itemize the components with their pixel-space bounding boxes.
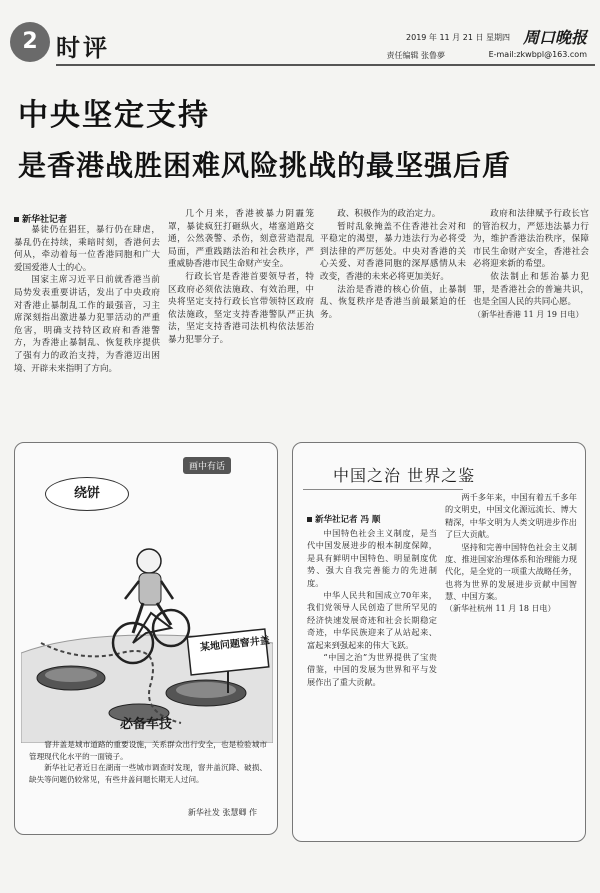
dateline-note: （新华社香港 11 月 19 日电） [473,309,584,319]
main-headline [18,96,588,186]
paragraph: 窨井盖是城市道路的重要设施，关系群众出行安全，也是检验城市管理现代化水平的一面镜子。 [29,740,267,761]
paragraph: 法治是香港的核心价值，止暴制乱、恢复秩序是香港当前最紧迫的任务。 [320,284,466,320]
cartoon-title: 必备车技 [119,717,172,732]
paragraph: 新华社记者近日在湖南一些城市调查时发现，窨井盖沉降、破损、缺失等问题仍较常见，有些井盖问题长期无人过问。 [29,763,267,784]
page-number-badge: 2 [10,22,50,62]
page-header [10,22,595,68]
warning-sign-text: 某地问题窨井盖 [199,635,271,654]
article-column-2 [168,208,314,404]
paragraph: 暂时乱象掩盖不住香港社会对和平稳定的渴望，暴力违法行为必将受到法律的严厉惩处。中央对香港的关心关爱、对香港同胞的深厚感情从未改变，香港的未来必将更加美好。 [320,221,466,282]
paragraph: 暴徒仍在猖狂，暴行仍在肆虐，暴乱仍在持续，乘暗时刻，香港何去何从，牵动着每一位香港同胞和广大爱国爱港人士的心。 [14,225,160,273]
paragraph: 中华人民共和国成立70年来，我们党领导人民创造了世所罕见的经济快速发展奇迹和社会长期稳定奇迹，中华民族迎来了从站起来、富起来到强起来的伟大飞跃。 [307,590,437,650]
cartoon-tag: 画中有话 [183,457,231,474]
side-article-title: 中国之治 世界之鉴 [333,466,476,485]
paragraph: 政、积极作为的政治定力。 [337,209,441,219]
paragraph: 坚持和完善中国特色社会主义制度、推进国家治理体系和治理能力现代化，是全党的一项重大战略任务，也将为世界的发展进步贡献中国智慧、中国方案。 [445,541,577,602]
paragraph: 依法制止和惩治暴力犯罪，是香港社会的普遍共识，也是全国人民的共同心愿。 [473,271,589,308]
header-rule [56,64,595,66]
paragraph: 中国特色社会主义制度，是当代中国发展进步的根本制度保障，是具有鲜明中国特色、明显制度优势、强大自我完善能力的先进制度。 [307,528,437,588]
side-article-column-2 [445,491,577,839]
speech-bubble: 绕饼 [45,477,129,511]
paper-logo: 周口晚报 [522,28,587,47]
cartoon-panel [14,442,278,835]
side-article-byline: 新华社记者 冯 顺 [307,513,380,525]
editor-email: E-mail:zkwbpl@163.com [488,50,587,59]
cartoon-caption [29,739,267,785]
cyclist-manhole-illustration [21,503,273,743]
paragraph: 政府和法律赋予行政长官的管治权力，严惩违法暴力行为，维护香港法治秩序，保障市民生命财产安全，香港社会必将迎来新的希望。 [473,209,589,270]
article-column-3 [320,208,466,404]
dateline-note: （新华社杭州 11 月 18 日电） [445,603,556,613]
title-rule [303,489,463,490]
paragraph: 两千多年来，中国有着五千多年的文明史，中国文化源远流长、博大精深，中华文明为人类文明进步作出了巨大贡献。 [445,492,577,540]
cartoon-credit: 新华社发 张慧卿 作 [187,808,257,817]
headline-line-1: 中央坚定支持 [18,98,210,133]
paragraph: “中国之治”为世界提供了宝贵借鉴，中国的发展为世界和平与发展作出了重大贡献。 [307,652,437,687]
editor-credit: 责任编辑 张鲁夢 [386,51,445,60]
section-title: 时评 [56,33,110,62]
headline-line-2: 是香港战胜困难风险挑战的最坚强后盾 [18,149,512,182]
side-article-panel [292,442,586,842]
article-byline: 新华社记者 [14,212,67,225]
issue-date: 2019 年 11 月 21 日 星期四 [406,33,510,42]
paragraph: 行政长官是香港首要领导者，特区政府必须依法施政、有效治理，中央将坚定支持行政长官带领特区政府依法施政，坚定支持香港警队严正执法，坚定支持香港司法机构依法惩治暴力犯罪分子。 [168,271,314,345]
paragraph: 国家主席习近平日前就香港当前局势发表重要讲话，发出了中央政府对香港止暴制乱工作的最强音，习主席深刻指出激进暴力犯罪活动的严重危害，明确支持特区政府和香港警方，为香港止暴制乱、恢复秩序提供了强有力的政治支持，为香港迈出困境、开辟未来指明了方向。 [14,275,160,374]
article-column-4 [473,208,589,408]
side-article-column-1 [307,527,437,827]
paragraph: 几个月来，香港被暴力阴霾笼罩，暴徒疯狂打砸纵火，堵塞道路交通，公然袭警、杀伤，刻意营造混乱局面，严重践踏法治和社会秩序，严重威胁香港市民生命财产安全。 [168,209,314,270]
article-column-1 [14,224,160,404]
